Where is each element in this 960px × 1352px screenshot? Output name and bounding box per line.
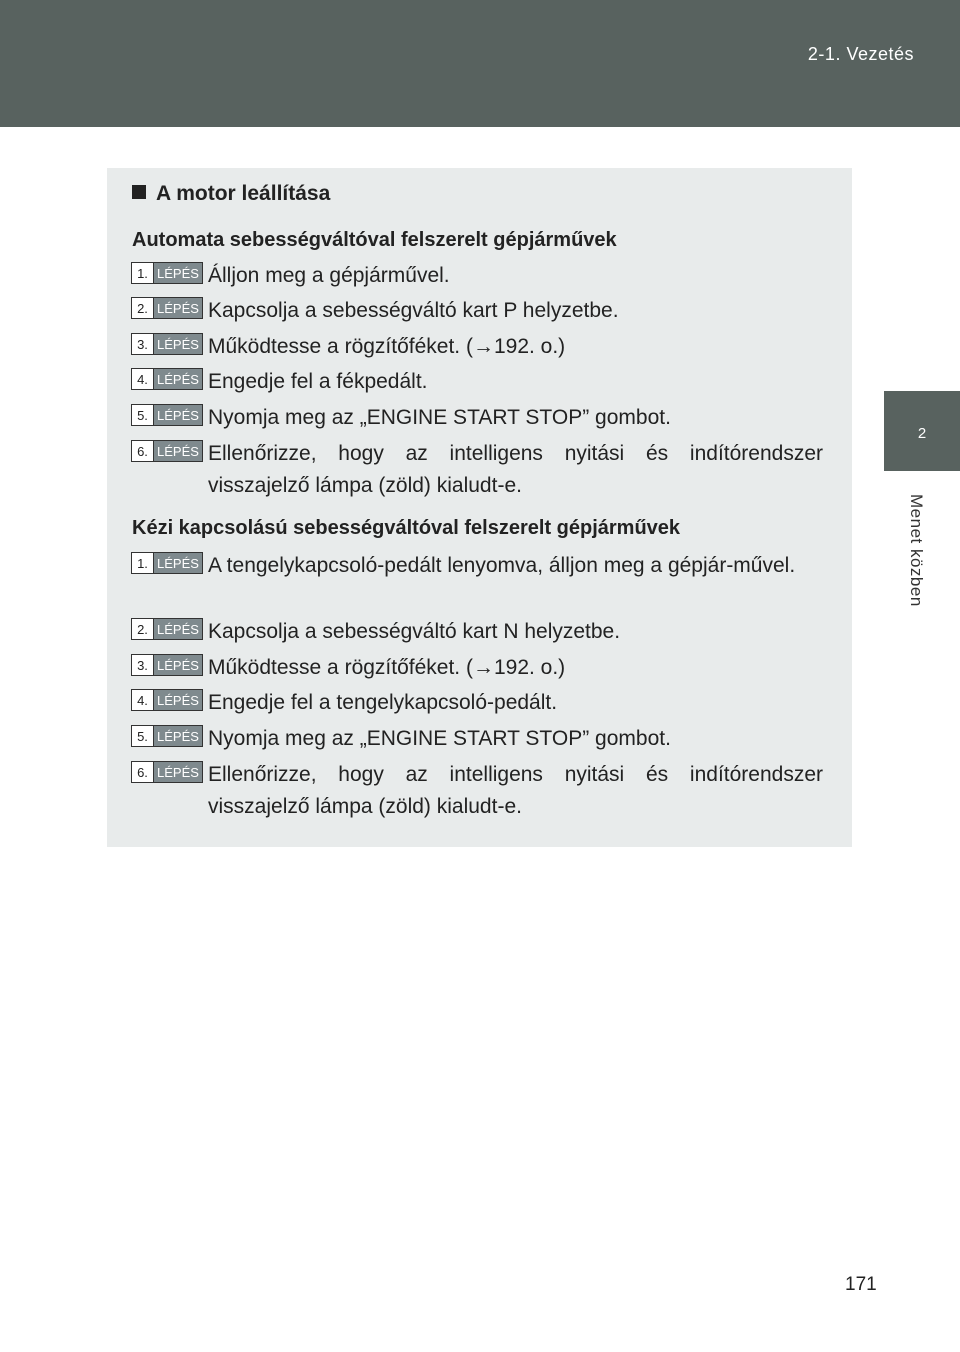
step-badge: 5. LÉPÉS	[131, 725, 203, 747]
chapter-number: 2	[917, 425, 927, 442]
automatic-step-2: 2. LÉPÉS Kapcsolja a sebességváltó kart P helyzetbe.	[131, 295, 823, 327]
chapter-label: Menet közben	[907, 494, 926, 607]
page-header	[0, 0, 960, 127]
step-badge: 4. LÉPÉS	[131, 368, 203, 390]
automatic-step-5: 5. LÉPÉS Nyomja meg az „ENGINE START STOP” gombot.	[131, 402, 823, 434]
manual-step-1: 1. LÉPÉS A tengelykapcsoló-pedált lenyomva, álljon meg a gépjár-művel.	[131, 550, 823, 582]
manual-heading: Kézi kapcsolású sebességváltóval felszerelt gépjárművek	[132, 517, 681, 539]
automatic-step-6: 6. LÉPÉS Ellenőrizze, hogy az intelligens nyitási és indítórendszer visszajelző lámpa (zöld) kialudt-e.	[131, 438, 823, 502]
step-badge: 3. LÉPÉS	[131, 333, 203, 355]
square-bullet-icon	[132, 185, 146, 199]
step-badge: 2. LÉPÉS	[131, 618, 203, 640]
automatic-step-3: 3. LÉPÉS Működtesse a rögzítőféket. (→192. o.)	[131, 331, 823, 363]
automatic-step-1: 1. LÉPÉS Álljon meg a gépjárművel.	[131, 260, 823, 292]
page-number: 171	[845, 1274, 877, 1295]
chapter-tab	[884, 391, 960, 471]
section-title: 2-1. Vezetés	[807, 44, 914, 64]
manual-step-4: 4. LÉPÉS Engedje fel a tengelykapcsoló-pedált.	[131, 687, 823, 719]
step-badge: 2. LÉPÉS	[131, 297, 203, 319]
manual-step-5: 5. LÉPÉS Nyomja meg az „ENGINE START STOP” gombot.	[131, 723, 823, 755]
step-badge: 5. LÉPÉS	[131, 404, 203, 426]
manual-step-6: 6. LÉPÉS Ellenőrizze, hogy az intelligens nyitási és indítórendszer visszajelző lámpa (zöld) kialudt-e.	[131, 759, 823, 823]
step-badge: 1. LÉPÉS	[131, 262, 203, 284]
automatic-step-4: 4. LÉPÉS Engedje fel a fékpedált.	[131, 366, 823, 398]
step-badge: 6. LÉPÉS	[131, 761, 203, 783]
step-badge: 6. LÉPÉS	[131, 440, 203, 462]
manual-step-3: 3. LÉPÉS Működtesse a rögzítőféket. (→192. o.)	[131, 652, 823, 684]
content-title: A motor leállítása	[132, 182, 330, 206]
step-badge: 1. LÉPÉS	[131, 552, 203, 574]
step-badge: 4. LÉPÉS	[131, 689, 203, 711]
manual-step-2: 2. LÉPÉS Kapcsolja a sebességváltó kart N helyzetbe.	[131, 616, 823, 648]
automatic-heading: Automata sebességváltóval felszerelt gépjárművek	[132, 229, 617, 251]
step-badge: 3. LÉPÉS	[131, 654, 203, 676]
